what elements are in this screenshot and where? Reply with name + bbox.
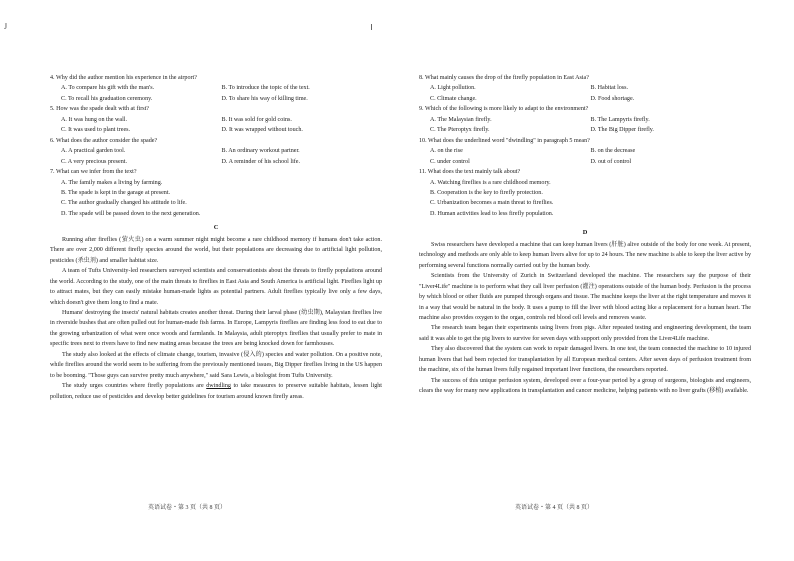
- passage-d-paragraph-1: Swiss researchers have developed a machine that can keep human livers (肝脏) alive outside of the body for one week. At present, technology and methods are only able to keep human livers alive for up to 24 hours. The new machine is able to keep the liver active by performing several functions normally carried out by the human body.: [419, 241, 751, 269]
- option-a: A. It was hung on the wall.: [61, 116, 128, 123]
- question-options: [419, 83, 751, 104]
- option-d: D. Food shortage.: [590, 95, 635, 102]
- option-b: B. An ordinary workout partner.: [221, 148, 300, 155]
- passage-c-paragraph-4: The study also looked at the effects of climate change, tourism, invasive (侵入的) species and water pollution. On a positive note, while fireflies around the world seem to be suffering from the previously mentioned issues, Big Dipper fireflies living in the US happen to be booming. "Those guys can survive pretty much anywhere," said Sara Lewis, a biologist from Tufts University.: [50, 351, 382, 379]
- option-c: C. Climate change.: [430, 95, 477, 102]
- question-options: [50, 83, 382, 104]
- center-tick-mark: [371, 24, 372, 30]
- paragraph-text: to take measures to preserve suitable habitats, lessen light pollution, reduce use of pesticides and develop better guidelines for tourism around known firefly areas.: [50, 383, 383, 400]
- question-options: [419, 115, 751, 136]
- question-options: [419, 146, 751, 167]
- option-d: D. The Big Dipper firefly.: [590, 127, 654, 134]
- page-footer-right: 英语试卷・第 4 页（共 8 页）: [515, 505, 594, 511]
- section-d-heading: D: [582, 229, 588, 237]
- option-b: B. To introduce the topic of the text.: [221, 85, 310, 92]
- option-b: B. Cooperation is the key to firefly protection.: [430, 189, 543, 196]
- question-stem: 6. What does the author consider the spade?: [50, 137, 158, 144]
- paragraph-text: The study urges countries where firefly populations are: [62, 383, 207, 390]
- question-10: [419, 136, 751, 167]
- option-d: D. It was wrapped without touch.: [221, 127, 303, 134]
- question-stem: 7. What can we infer from the text?: [50, 169, 137, 176]
- passage-c-paragraph-5: [50, 381, 382, 402]
- option-d: D. A reminder of his school life.: [221, 158, 301, 165]
- question-stem: 10. What does the underlined word "dwindling" in paragraph 5 mean?: [419, 137, 590, 144]
- corner-mark: J: [4, 22, 8, 31]
- question-stem: 5. How was the spade dealt with at first?: [50, 106, 149, 113]
- option-d: D. The spade will be passed down to the next generation.: [61, 210, 201, 217]
- question-5: [50, 104, 382, 135]
- option-c: C. Urbanization becomes a main threat to fireflies.: [430, 200, 554, 207]
- option-a: A. The Malaysian firefly.: [430, 116, 492, 123]
- option-c: C. To recall his graduation ceremony.: [61, 95, 153, 102]
- question-stem: 11. What does the text mainly talk about?: [419, 169, 521, 176]
- option-a: A. A practical garden tool.: [61, 148, 126, 155]
- right-page-column: [419, 73, 751, 397]
- question-options: [419, 178, 751, 220]
- left-page-column: [50, 73, 382, 402]
- option-c: C. A very precious present.: [61, 158, 128, 165]
- option-d: D. out of control: [590, 158, 632, 165]
- option-a: A. Light pollution.: [430, 85, 476, 92]
- question-9: [419, 104, 751, 135]
- option-a: A. Watching fireflies is a rare childhood memory.: [430, 179, 551, 186]
- page-footer-left: 英语试卷・第 3 页（共 8 页）: [148, 505, 227, 511]
- passage-c-paragraph-2: A team of Tufts University-led researchers surveyed scientists and conservationists about the threats to firefly populations around the world. According to the study, one of the main threats to fireflies in East Asia and South America is artificial light. Fireflies light up to attract mates, but they can easily mistake human-made lights as potential partners. Adult fireflies typically live only a few days, which doesn't give them long to find a mate.: [50, 268, 382, 306]
- option-b: B. It was sold for gold coins.: [221, 116, 292, 123]
- passage-d-paragraph-5: The success of this unique perfusion system, developed over a four-year period by a group of surgeons, biologists and engineers, clears the way for many new applications in transplantation and cancer medicine, helping patients with no liver grafts (移植) available.: [419, 377, 751, 395]
- question-7: [50, 167, 382, 219]
- question-6: [50, 136, 382, 167]
- option-b: B. The spade is kept in the garage at present.: [61, 189, 171, 196]
- passage-d-paragraph-2: Scientists from the University of Zurich in Switzerland developed the machine. The researchers say the purpose of their "Liver4Life" machine is to perform what they call liver perfusion (灌注) operations outside of the human body. Perfusion is the process by which blood or other fluids are pumped through organs and tissue. The machine keeps the liver at the right temperature and moves it in a way that would be natural in the body. It uses a pump to fill the liver with blood acting like a replacement for a human heart. The machine also provides oxygen to the organ, controls red blood cell levels and removes waste.: [419, 273, 751, 321]
- option-a: A. The family makes a living by farming.: [61, 179, 163, 186]
- question-stem: 9. Which of the following is more likely to adapt to the environment?: [419, 106, 589, 113]
- passage-d-paragraph-4: They also discovered that the system can work to repair damaged livers. In one test, the team connected the machine to 10 injured human livers that had been rejected for transplantation by all European medical centers. After seven days of perfusion treatment from the machine, six of the human livers fully regained important liver functions, the researchers reported.: [419, 346, 751, 374]
- option-a: A. To compare his gift with the man's.: [61, 85, 155, 92]
- option-d: D. To share his way of killing time.: [221, 95, 308, 102]
- option-c: C. It was used to plant trees.: [61, 127, 131, 134]
- option-c: C. The author gradually changed his attitude to life.: [61, 200, 187, 207]
- question-11: [419, 167, 751, 219]
- passage-d-paragraph-3: The research team began their experiments using livers from pigs. After repeated testing and engineering development, the team said it was able to get the pig livers to survive for seven days with support only provided from the Liver4Life machine.: [419, 325, 751, 342]
- option-b: B. The Lampyris firefly.: [590, 116, 650, 123]
- question-stem: 4. Why did the author mention his experience in the airport?: [50, 75, 197, 81]
- question-8: [419, 73, 751, 104]
- underlined-word: dwindling: [206, 383, 231, 390]
- passage-c-paragraph-1: Running after fireflies (萤火虫) on a warm summer night might become a rare childhood memory if humans don't take action. There are over 2,000 different firefly species around the world, but their populations are decreasing due to artificial light pollution, pesticides (杀虫剂) and smaller habitat size.: [50, 236, 382, 264]
- question-4: [50, 73, 382, 104]
- option-d: D. Human activities lead to less firefly population.: [430, 210, 554, 217]
- option-c: C. The Pteroptyx firefly.: [430, 127, 490, 134]
- question-options: [50, 146, 382, 167]
- question-options: [50, 178, 382, 220]
- section-c-heading: C: [213, 224, 219, 232]
- question-stem: 8. What mainly causes the drop of the firefly population in East Asia?: [419, 75, 589, 81]
- option-b: B. on the decrease: [590, 148, 636, 155]
- option-c: C. under control: [430, 158, 470, 165]
- option-b: B. Habitat loss.: [590, 85, 629, 92]
- question-options: [50, 115, 382, 136]
- option-a: A. on the rise: [430, 148, 463, 155]
- passage-c-paragraph-3: Humans' destroying the insects' natural habitats creates another threat. During their larval phase (幼虫期), Malaysian fireflies live in riverside bushes that are often pulled out for human-made fish farms. In Europe, Lampyris fireflies are finding less food to eat due to the growing urbanization of what were once woods and farmlands. In Malaysia, adult pteroptyx fireflies that usually prefer to mate in specific trees next to rivers have to find new mating areas because the trees are being knocked down for farmhouses.: [50, 309, 382, 348]
